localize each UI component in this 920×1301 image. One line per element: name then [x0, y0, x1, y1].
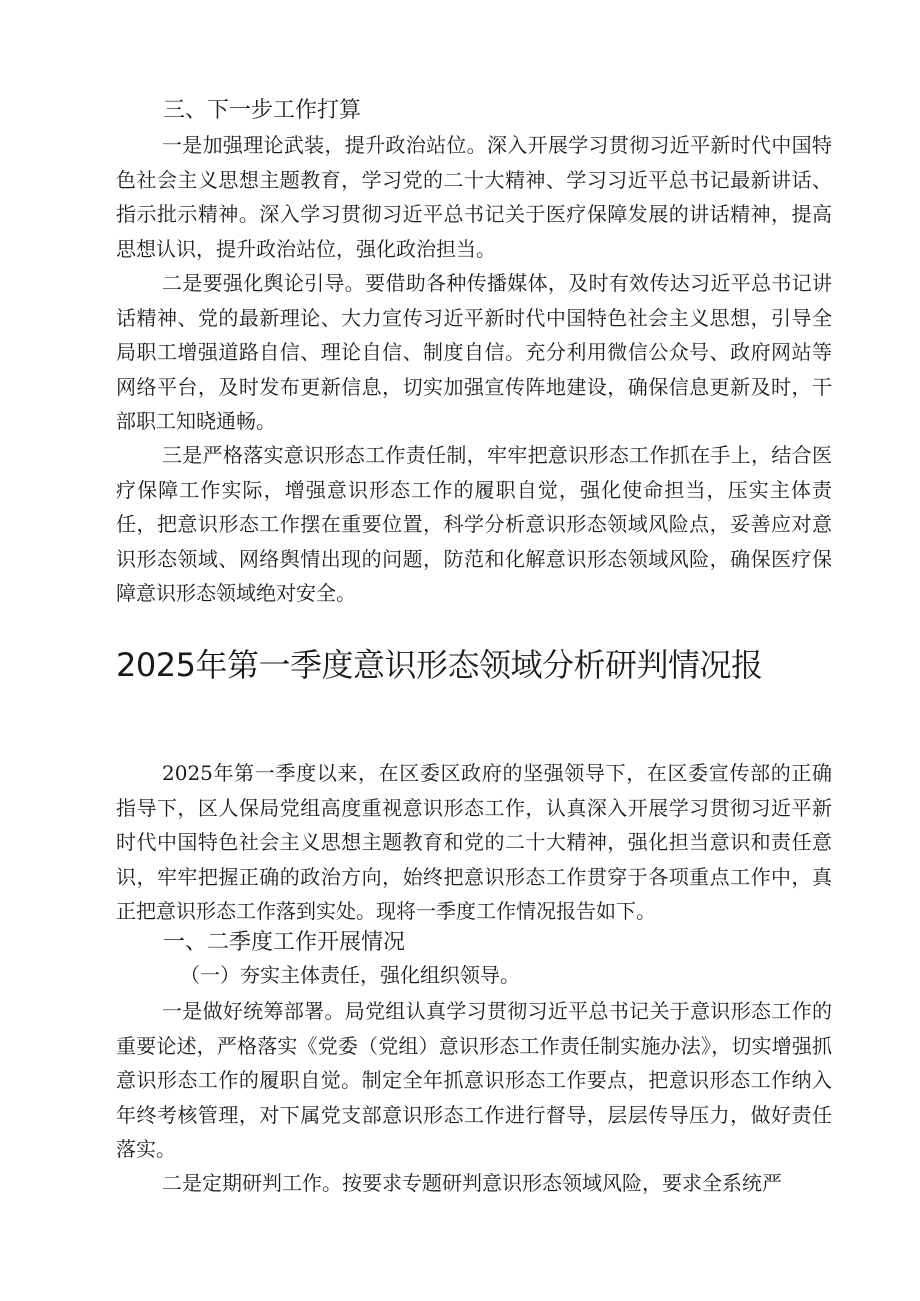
section-heading-next-steps: 三、下一步工作打算 [163, 98, 362, 123]
paragraph-public-opinion: 二是要强化舆论引导。要借助各种传播媒体，及时有效传达习近平总书记讲话精神、党的最新理论、大力宣传习近平新时代中国特色社会主义思想，引导全局职工增强道路自信、理论自信、制度自信。充分利用微信公众号、政府网站等网络平台，及时发布更新信息，切实加强宣传阵地建设，确保信息更新及时，干部职工知晓通畅。 [116, 271, 832, 433]
report-intro-paragraph: 2025年第一季度以来，在区委区政府的坚强领导下，在区委宣传部的正确指导下，区人保局党组高度重视意识形态工作，认真深入开展学习贯彻习近平新时代中国特色社会主义思想主题教育和党的二十大精神，强化担当意识和责任意识，牢牢把握正确的政治方向，始终把意识形态工作贯穿于各项重点工作中，真正把意识形态工作落到实处。现将一季度工作情况报告如下。 [116, 761, 832, 923]
paragraph-regular-assessment: 二是定期研判工作。按要求专题研判意识形态领域风险，要求全系统严 [162, 1171, 782, 1195]
section-heading-work-progress: 一、二季度工作开展情况 [163, 930, 406, 955]
paragraph-theory: 一是加强理论武装，提升政治站位。深入开展学习贯彻习近平新时代中国特色社会主义思想主题教育，学习党的二十大精神、学习习近平总书记最新讲话、指示批示精神。深入学习贯彻习近平总书记关于医疗保障发展的讲话精神，提高思想认识，提升政治站位，强化政治担当。 [116, 133, 832, 261]
paragraph-responsibility-system: 三是严格落实意识形态工作责任制，牢牢把意识形态工作抓在手上，结合医疗保障工作实际，增强意识形态工作的履职自觉，强化使命担当，压实主体责任，把意识形态工作摆在重要位置，科学分析意识形态领域风险点，妥善应对意识形态领域、网络舆情出现的问题，防范和化解意识形态领域风险，确保医疗保障意识形态领域绝对安全。 [116, 443, 832, 605]
subsection-heading-main-responsibility: （一）夯实主体责任，强化组织领导。 [180, 963, 520, 987]
paragraph-overall-deployment: 一是做好统筹部署。局党组认真学习贯彻习近平总书记关于意识形态工作的重要论述，严格落实《党委（党组）意识形态工作责任制实施办法》，切实增强抓意识形态工作的履职自觉。制定全年抓意识形态工作要点，把意识形态工作纳入年终考核管理，对下属党支部意识形态工作进行督导，层层传导压力，做好责任落实。 [116, 999, 832, 1161]
report-title: 2025年第一季度意识形态领域分析研判情况报 [116, 646, 763, 684]
